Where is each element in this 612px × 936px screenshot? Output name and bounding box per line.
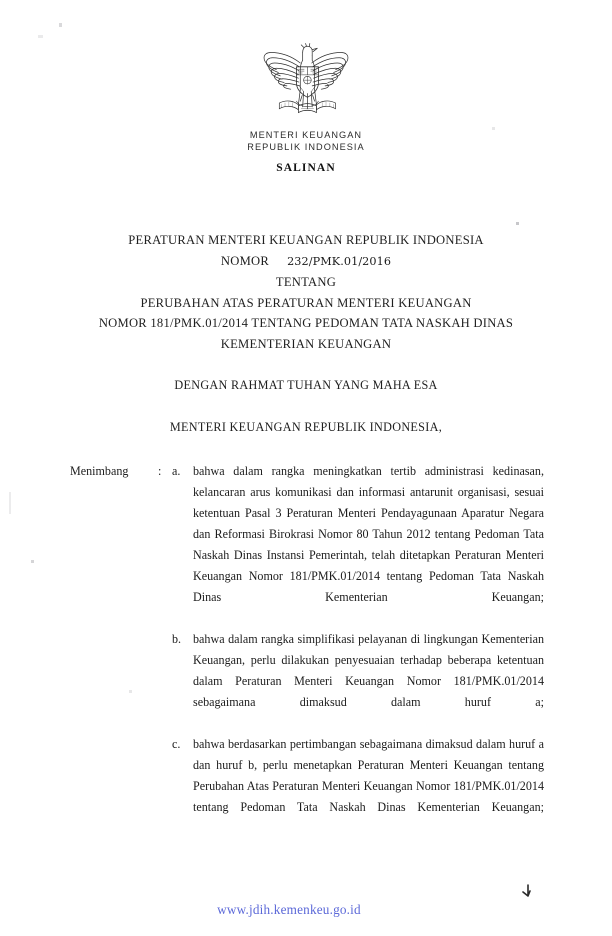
preamble-blessing: DENGAN RAHMAT TUHAN YANG MAHA ESA: [174, 378, 438, 392]
ministry-name-line-2: REPUBLIK INDONESIA: [247, 141, 365, 152]
ministry-name-line-1: MENTERI KEUANGAN: [249, 130, 363, 140]
considering-item-marker: b.: [172, 632, 182, 646]
considering-item-text: bahwa dalam rangka meningkatkan tertib administrasi kedinasan, kelancaran arus komunikasi dan informasi antarunit organisasi, sesuai ketentuan Pasal 3 Peraturan Menteri Pendayagunaan Aparatur Negara dan Reformasi Birokrasi Nomor 80 Tahun 2012 tentang Pedoman Tata Naskah Dinas Instansi Pemerintah, telah ditetapkan Peraturan Menteri Keuangan Nomor 181/PMK.01/2014 tentang Pedoman Tata Naskah Dinas Kementerian Keuangan;: [193, 464, 544, 604]
considering-colon: :: [158, 464, 162, 478]
regulation-title-block: [56, 230, 556, 354]
scan-streak: [9, 492, 11, 514]
considering-item-text: bahwa dalam rangka simplifikasi pelayanan di lingkungan Kementerian Keuangan, perlu dilakukan penyesuaian terhadap beberapa ketentuan dalam Peraturan Menteri Keuangan Nomor 181/PMK.01/2014 sebagaimana dimaksud dalam huruf a;: [193, 632, 544, 709]
considering-item-text: bahwa berdasarkan pertimbangan sebagaimana dimaksud dalam huruf a dan huruf b, perlu menetapkan Peraturan Menteri Keuangan tentang Perubahan Atas Peraturan Menteri Keuangan Nomor 181/PMK.01/2014 tentang Pedoman Tata Naskah Dinas Kementerian Keuangan;: [193, 737, 544, 814]
pointer-arrow-artifact: [519, 884, 533, 900]
considering-label: Menimbang: [70, 464, 129, 478]
considering-section: [70, 461, 544, 839]
footer-source-url[interactable]: [0, 902, 612, 918]
title-line-subject-1: PERUBAHAN ATAS PERATURAN MENTERI KEUANGAN: [140, 295, 472, 310]
scan-speck: [31, 560, 34, 563]
considering-item-marker: a.: [172, 464, 181, 478]
title-line-subject-2: NOMOR 181/PMK.01/2014 TENTANG PEDOMAN TATA NASKAH DINAS: [98, 316, 514, 330]
title-line-subject-3: KEMENTERIAN KEUANGAN: [220, 336, 392, 351]
title-nomor-row: [56, 251, 556, 273]
title-line-regulation: PERATURAN MENTERI KEUANGAN REPUBLIK INDONESIA: [128, 233, 484, 247]
scan-speck: [38, 35, 43, 38]
title-line-tentang: TENTANG: [275, 275, 337, 289]
scan-speck: [59, 23, 62, 27]
considering-item: [172, 629, 544, 734]
considering-item: [172, 734, 544, 839]
footer-url-text: www.jdih.kemenkeu.go.id: [217, 902, 361, 917]
preamble-authority: MENTERI KEUANGAN REPUBLIK INDONESIA,: [169, 420, 443, 434]
considering-item-marker: c.: [172, 737, 181, 751]
considering-row: [70, 461, 544, 839]
nomor-label: NOMOR: [220, 253, 270, 268]
scan-speck: [516, 222, 519, 225]
masthead: [0, 42, 612, 174]
garuda-pancasila-emblem: [258, 42, 354, 124]
nomor-value: 232/PMK.01/2016: [287, 254, 392, 268]
copy-mark-salinan: SALINAN: [276, 162, 336, 174]
considering-item: [172, 461, 544, 629]
considering-items: [172, 461, 544, 839]
